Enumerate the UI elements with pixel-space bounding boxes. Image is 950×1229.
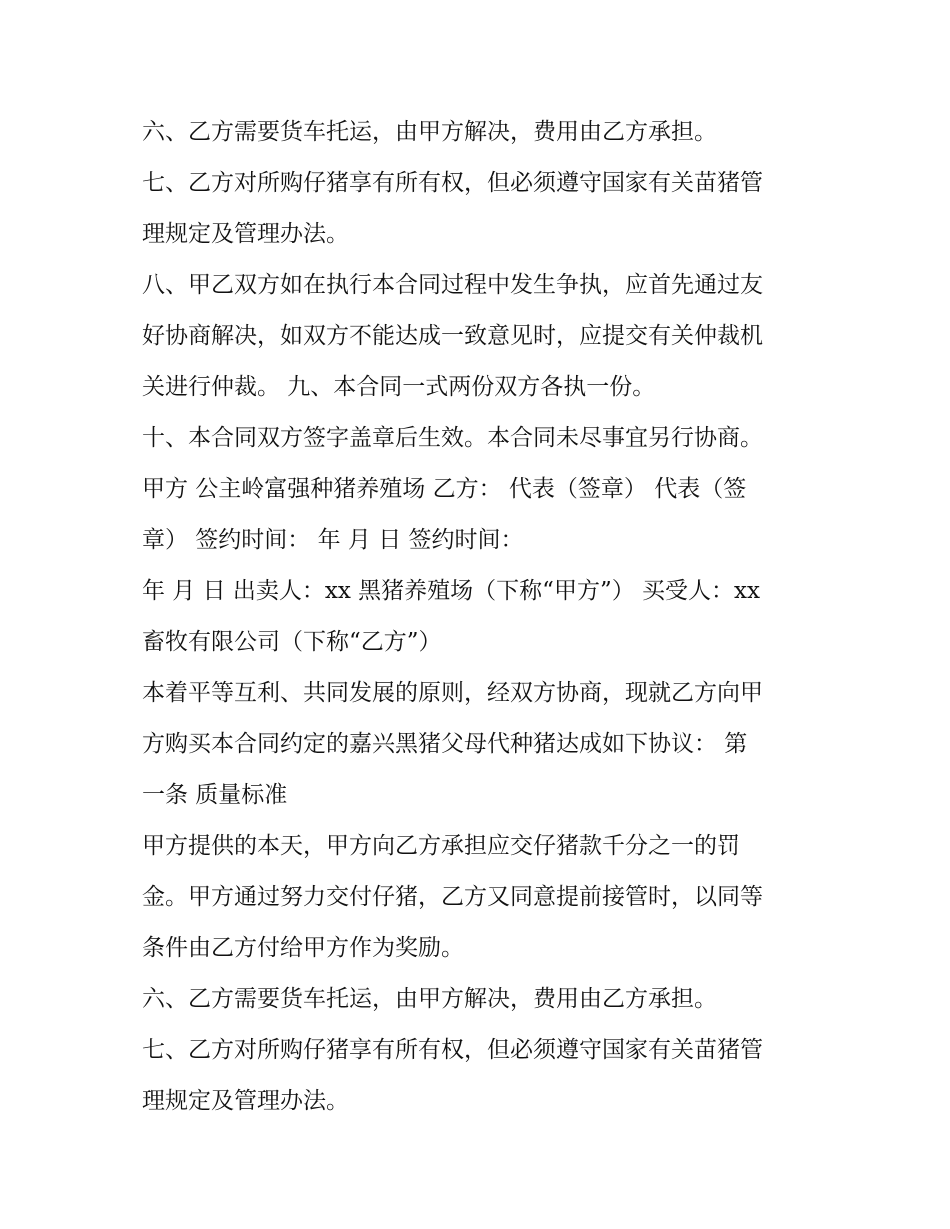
text-line: 七、乙方对所购仔猪享有所有权，但必须遵守国家有关苗猪管 [142, 1037, 763, 1063]
text-line: 方购买本合同约定的嘉兴黑猪父母代种猪达成如下协议： 第 [142, 731, 748, 757]
text-line: 畜牧有限公司（下称“乙方”） [142, 629, 442, 655]
text-line: 八、甲乙双方如在执行本合同过程中发生争执，应首先通过友 [142, 272, 763, 298]
text-line: 理规定及管理办法。 [142, 221, 349, 247]
text-line: 本着平等互利、共同发展的原则，经双方协商，现就乙方向甲 [142, 680, 763, 706]
text-line: 十、本合同双方签字盖章后生效。本合同未尽事宜另行协商。 [142, 425, 763, 451]
text-line: 六、乙方需要货车托运，由甲方解决，费用由乙方承担。 [142, 986, 717, 1012]
text-line: 一条 质量标准 [142, 782, 288, 808]
text-line: 甲方提供的本天，甲方向乙方承担应交仔猪款千分之一的罚 [142, 833, 740, 859]
text-line: 好协商解决，如双方不能达成一致意见时，应提交有关仲裁机 [142, 323, 763, 349]
document-body [142, 107, 814, 1127]
text-line: 理规定及管理办法。 [142, 1088, 349, 1114]
text-line: 七、乙方对所购仔猪享有所有权，但必须遵守国家有关苗猪管 [142, 170, 763, 196]
text-line: 章） 签约时间： 年 月 日 签约时间： [142, 527, 524, 553]
text-line: 甲方 公主岭富强种猪养殖场 乙方： 代表（签章） 代表（签 [142, 476, 747, 502]
text-line: 金。甲方通过努力交付仔猪，乙方又同意提前接管时，以同等 [142, 884, 763, 910]
text-line: 六、乙方需要货车托运，由甲方解决，费用由乙方承担。 [142, 119, 717, 145]
text-line: 关进行仲裁。 九、本合同一式两份双方各执一份。 [142, 374, 656, 400]
text-line: 年 月 日 出卖人：xx 黑猪养殖场（下称“甲方”） 买受人：xx [142, 578, 760, 604]
text-line: 条件由乙方付给甲方作为奖励。 [142, 935, 464, 961]
